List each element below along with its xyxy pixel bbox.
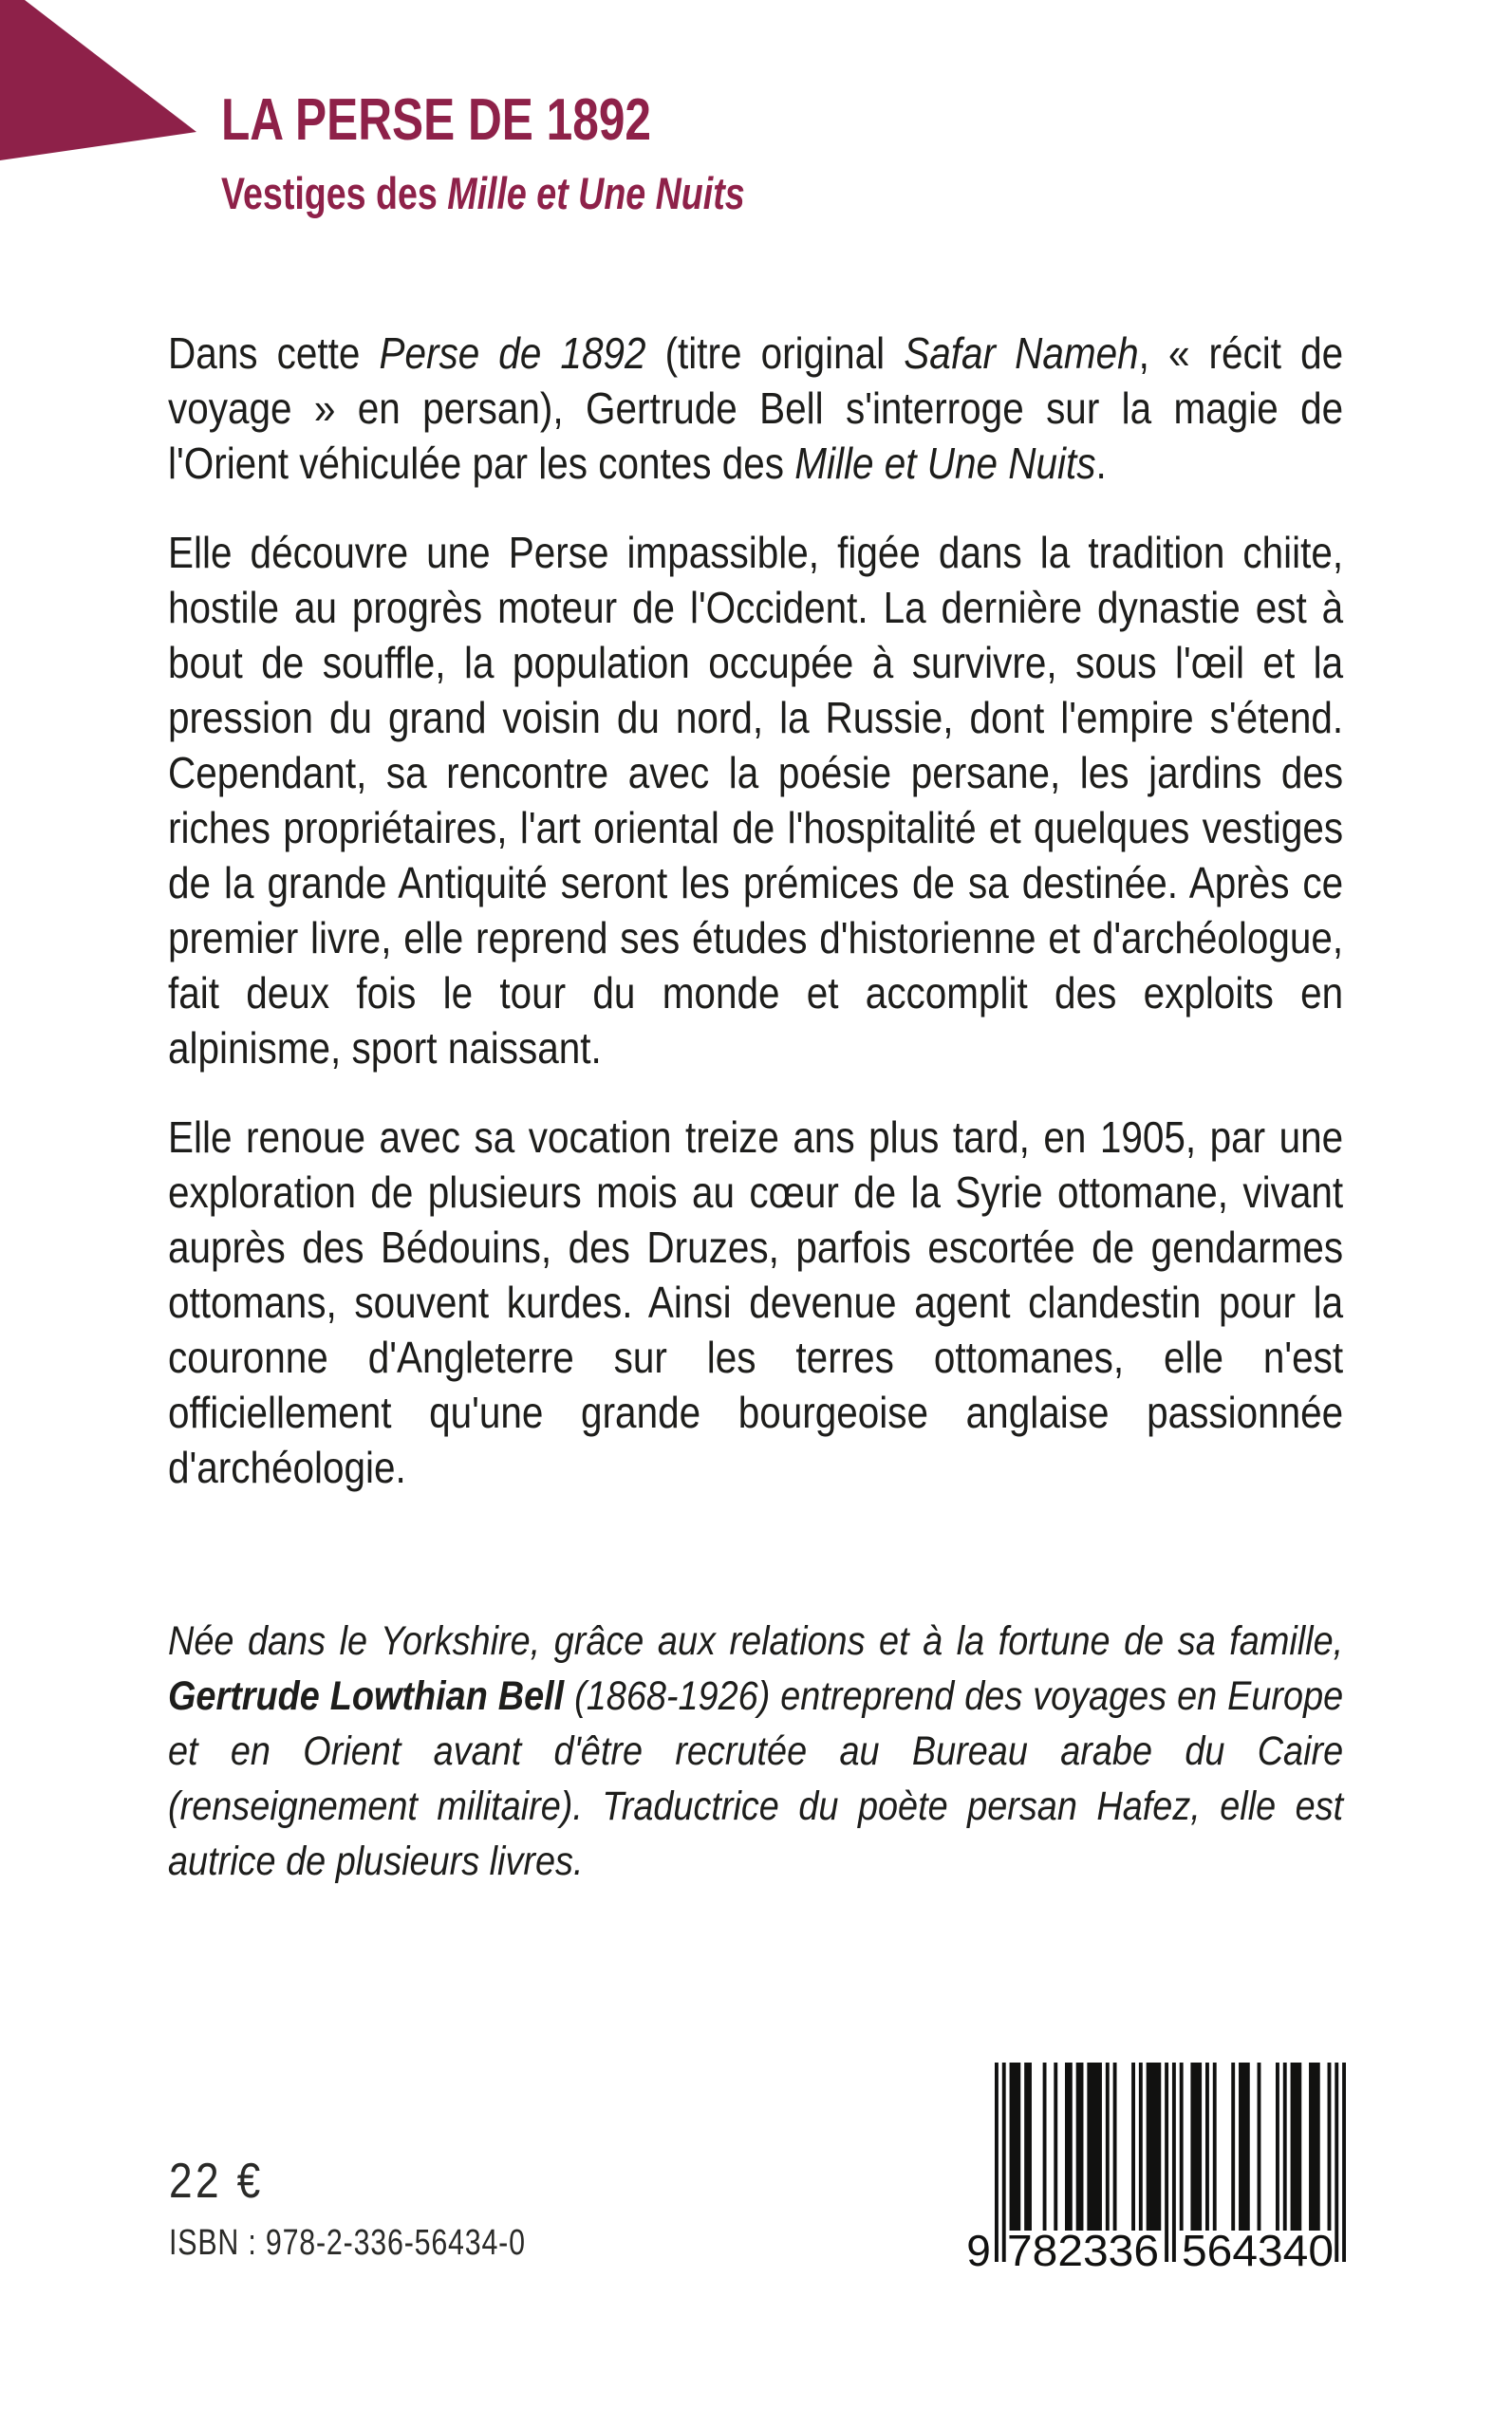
text-segment: Mille et Une Nuits (794, 439, 1096, 488)
page-subtitle (221, 168, 745, 218)
barcode-bar (1231, 2063, 1235, 2231)
triangle-shape (0, 0, 196, 160)
barcode-bar (1180, 2063, 1184, 2231)
barcode-bar (1010, 2063, 1021, 2231)
text-segment: Elle découvre une Perse impassible, figée dans la tradition chiite, hostile au progrès moteur de l'Occident. La dernière dynastie est à bout de souffle, la population occupée à survivre, sous l'œil et la pression du grand voisin du nord, la Russie, dont l'empire s'étend. Cependant, sa rencontre avec la poésie persane, les jardins des riches propriétaires, l'art oriental de l'hospitalité et quelques vestiges de la grande Antiquité seront les prémices de sa destinée. Après ce premier livre, elle reprend ses études d'historienne et d'archéologue, fait deux fois le tour du monde et accomplit des exploits en alpinisme, sport naissant. (168, 528, 1344, 1073)
isbn-label: ISBN : 978-2-336-56434-0 (169, 2223, 526, 2263)
text-segment: (titre original (645, 328, 905, 378)
barcode-bar (1190, 2063, 1202, 2231)
barcode-bar (1002, 2063, 1006, 2262)
subtitle-prefix: Vestiges des (221, 168, 448, 218)
barcode-bar (1147, 2063, 1162, 2231)
barcode-bar (1172, 2063, 1176, 2262)
barcode-bar (1258, 2063, 1261, 2231)
barcode-bar (1106, 2063, 1110, 2231)
text-segment: Elle renoue avec sa vocation treize ans plus tard, en 1905, par une exploration de plusieurs mois au cœur de la Syrie ottomane, vivant auprès des Bédouins, des Druzes, parfois escortée de gendarmes ottomans, souvent kurdes. Ainsi devenue agent clandestin pour la couronne d'Angleterre sur les terres ottomanes, elle n'est officiellement qu'une grande bourgeoise anglaise passionnée d'archéologie. (168, 1112, 1344, 1492)
barcode-bar (1131, 2063, 1135, 2231)
barcode-bar (995, 2063, 999, 2262)
barcode-bar (1335, 2063, 1338, 2262)
text-segment: (1868-1926) entreprend des voyages en Europe et en Orient avant d'être recrutée au Bureau arabe du Caire (renseignement militaire). Traductrice du poète persan Hafez, elle est autrice de plusieurs livres. (168, 1673, 1344, 1884)
barcode-bar (1283, 2063, 1287, 2231)
author-bio-paragraph (168, 1614, 1343, 1889)
text-segment: Née dans le Yorkshire, grâce aux relations et à la fortune de sa famille, (168, 1618, 1344, 1664)
synopsis-paragraph-2 (168, 525, 1343, 1075)
text-segment: , « récit de voyage » en persan), Gertrude Bell s'interroge sur la magie de l'Orient véhiculée par les contes des (168, 328, 1344, 488)
price-label: 22 € (169, 2154, 264, 2209)
synopsis-block (168, 326, 1343, 1495)
text-segment: Perse de 1892 (379, 328, 646, 378)
subtitle-italic-part: Mille et Une Nuits (447, 168, 745, 218)
barcode-bar (1024, 2063, 1032, 2231)
synopsis-paragraph-3 (168, 1110, 1343, 1495)
barcode-bar (1276, 2063, 1279, 2231)
barcode-bar (1054, 2063, 1057, 2231)
barcode-bar (1043, 2063, 1047, 2231)
barcode-bar (1139, 2063, 1143, 2231)
barcode-bar (1076, 2063, 1084, 2231)
barcode-digits-right: 564340 (1182, 2226, 1334, 2269)
barcode-bar (1065, 2063, 1073, 2231)
page-title: LA PERSE DE 1892 (221, 87, 652, 153)
barcode-bar (1239, 2063, 1250, 2231)
corner-triangle-decoration (0, 0, 199, 163)
text-segment: Safar Nameh (904, 328, 1139, 378)
barcode-bar (1213, 2063, 1217, 2231)
barcode-bar (1087, 2063, 1102, 2231)
barcode-bar (1291, 2063, 1302, 2231)
text-segment: . (1095, 439, 1107, 488)
barcode-bar (1205, 2063, 1209, 2231)
ean13-barcode (966, 2063, 1355, 2269)
barcode-bar (1342, 2063, 1346, 2262)
text-segment: Dans cette (168, 328, 380, 378)
barcode-bar (1309, 2063, 1320, 2231)
barcode-bar (1328, 2063, 1332, 2231)
barcode-digits-left: 782336 (1007, 2226, 1159, 2269)
author-bio (168, 1614, 1343, 1889)
text-segment: Gertrude Lowthian Bell (168, 1673, 565, 1719)
barcode-digit-first: 9 (966, 2226, 991, 2269)
synopsis-paragraph-1 (168, 326, 1343, 491)
barcode-bar (1113, 2063, 1117, 2231)
barcode-bar (1165, 2063, 1168, 2262)
